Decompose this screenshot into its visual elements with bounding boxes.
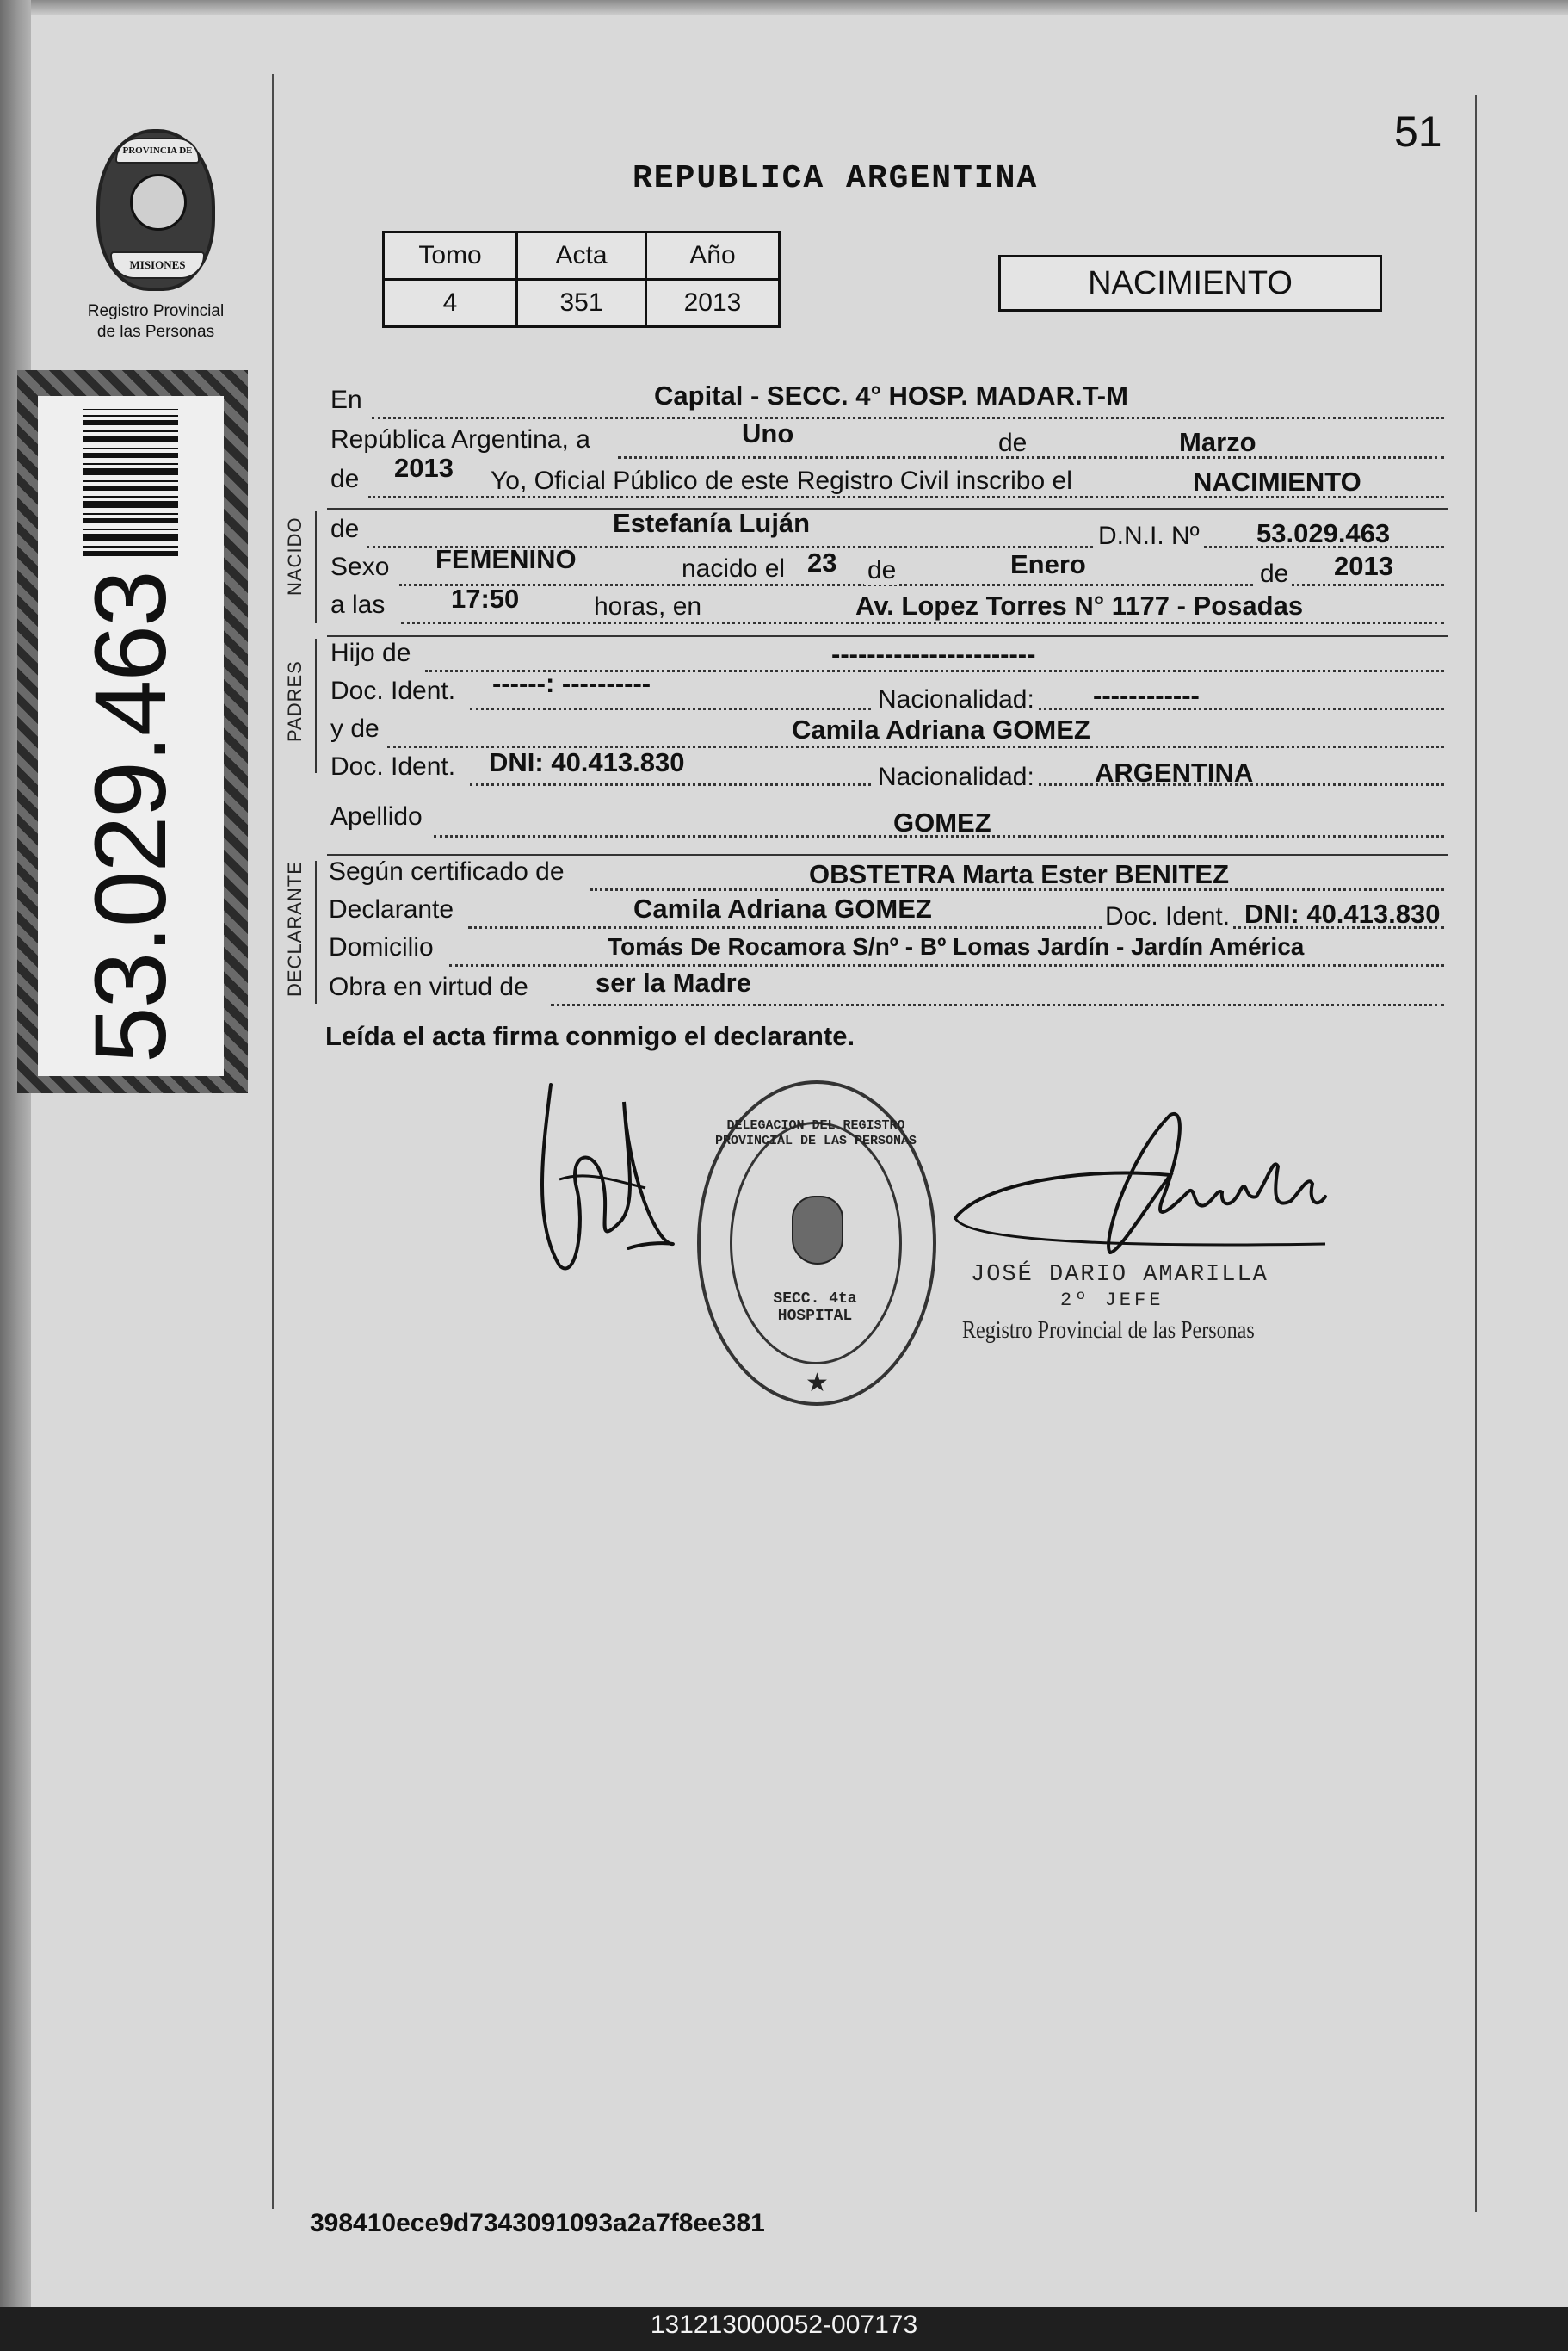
- padres-line-1: [327, 635, 1446, 671]
- intro-line-2: [327, 418, 1446, 460]
- value-anio: 2013: [646, 280, 780, 327]
- barcode-number: 53.029.463: [74, 572, 188, 1063]
- sexo-value: FEMENINO: [435, 544, 577, 574]
- year-prefix-label: de: [330, 465, 360, 493]
- mother-value: Camila Adriana GOMEZ: [792, 715, 1090, 745]
- stamp-outer-text: DELEGACION DEL REGISTRO PROVINCIAL DE LAS PERSONAS: [714, 1118, 917, 1148]
- section-label-declarante: DECLARANTE: [284, 861, 306, 997]
- document-heading: REPUBLICA ARGENTINA: [633, 160, 1039, 197]
- de-label-3: de: [1256, 560, 1292, 589]
- month-value: Marzo: [1179, 427, 1256, 457]
- mother-nationality-value: ARGENTINA: [1095, 758, 1254, 788]
- country-label: República Argentina, a: [330, 425, 590, 454]
- apellido-label: Apellido: [330, 802, 423, 831]
- horas-label: horas, en: [590, 592, 705, 622]
- doc-ident-label: Doc. Ident.: [1102, 902, 1233, 931]
- footer-id: 131213000052-007173: [650, 2311, 918, 2339]
- sun-icon: [130, 174, 187, 231]
- official-stamp: [697, 1080, 936, 1406]
- certificado-label: Según certificado de: [329, 857, 565, 886]
- domicilio-label: Domicilio: [329, 933, 434, 962]
- value-acta: 351: [517, 280, 646, 327]
- logo-caption-line1: Registro Provincial: [87, 302, 225, 320]
- nacido-line-3: [327, 584, 1446, 625]
- de-label: de: [998, 429, 1028, 457]
- page-edge: [31, 0, 1568, 15]
- header-anio: Año: [646, 232, 780, 280]
- obra-value: ser la Madre: [596, 968, 751, 998]
- father-value: -----------------------: [831, 639, 1036, 669]
- day-words-value: Uno: [742, 418, 794, 449]
- section-divider: [327, 508, 1448, 510]
- birth-day-value: 23: [807, 548, 837, 578]
- father-doc-value: ------: ----------: [492, 668, 651, 698]
- year-value: 2013: [394, 453, 454, 483]
- padres-line-2: [327, 668, 1446, 714]
- dotted-line: [401, 622, 1444, 624]
- nacido-line-2: [327, 544, 1446, 588]
- child-name-value: Estefanía Luján: [613, 508, 811, 538]
- nacionalidad-label: Nacionalidad:: [874, 763, 1038, 792]
- section-label-padres: PADRES: [284, 660, 306, 742]
- logo-ribbon-top: PROVINCIA DE: [115, 138, 200, 164]
- alas-label: a las: [330, 591, 386, 619]
- officer-rank: 2º JEFE: [1060, 1290, 1164, 1311]
- record-table-values: [384, 280, 780, 327]
- dotted-line: [449, 964, 1444, 967]
- de-label-2: de: [864, 556, 899, 585]
- padres-line-3: [327, 711, 1446, 747]
- mother-doc-value: DNI: 40.413.830: [489, 747, 685, 777]
- value-tomo: 4: [384, 280, 517, 327]
- certificate-value: OBSTETRA Marta Ester BENITEZ: [809, 859, 1230, 889]
- statement-text: Yo, Oficial Público de este Registro Civil inscribo el: [491, 467, 1072, 495]
- intro-line-1: [327, 380, 1446, 420]
- declarante-line-4: [327, 969, 1446, 1005]
- section-bracket: [306, 639, 317, 773]
- section-label-nacido: NACIDO: [284, 517, 306, 596]
- declarant-name-value: Camila Adriana GOMEZ: [633, 894, 932, 924]
- declarante-line-2: [327, 894, 1446, 930]
- record-type-box: NACIMIENTO: [998, 255, 1382, 312]
- act-value: NACIMIENTO: [1193, 467, 1361, 497]
- logo-caption: [83, 301, 229, 343]
- nacido-el-label: nacido el: [678, 554, 788, 584]
- apellido-line: [327, 801, 1446, 837]
- book-binding: [0, 0, 31, 2307]
- barcode-card: [38, 396, 224, 1076]
- closing-statement: Leída el acta firma conmigo el declarante.: [325, 1021, 855, 1051]
- barcode-icon: [83, 409, 178, 556]
- barcode-rotated: [45, 409, 217, 1063]
- star-icon: ★: [806, 1369, 829, 1397]
- coat-of-arms-icon: [96, 129, 215, 291]
- birth-address-value: Av. Lopez Torres N° 1177 - Posadas: [855, 591, 1304, 621]
- intro-line-3: [327, 453, 1446, 499]
- barcode-sticker: [17, 370, 248, 1093]
- document-hash: 398410ece9d7343091093a2a7f8ee381: [310, 2209, 765, 2237]
- header-acta: Acta: [517, 232, 646, 280]
- registry-logo: [83, 129, 229, 343]
- y-de-label: y de: [330, 715, 380, 743]
- padres-line-4: [327, 747, 1446, 791]
- page-number: 51: [1394, 108, 1442, 156]
- declarante-label: Declarante: [329, 895, 454, 924]
- argentina-shield-icon: [792, 1196, 843, 1265]
- declarante-line-1: [327, 856, 1446, 892]
- birth-year-value: 2013: [1334, 551, 1393, 581]
- dotted-line: [551, 1004, 1444, 1006]
- place-value: Capital - SECC. 4° HOSP. MADAR.T-M: [654, 380, 1128, 411]
- header-tomo: Tomo: [384, 232, 517, 280]
- right-margin-line: [1475, 95, 1477, 2212]
- officer-name: JOSÉ DARIO AMARILLA: [971, 1262, 1269, 1288]
- logo-ribbon-bottom: MISIONES: [110, 251, 205, 279]
- nacionalidad-label: Nacionalidad:: [874, 685, 1038, 715]
- dotted-line: [618, 456, 1444, 459]
- de-label: de: [330, 515, 360, 543]
- record-table: [382, 231, 781, 328]
- sexo-label: Sexo: [330, 553, 390, 581]
- section-bracket: [306, 861, 317, 1004]
- left-margin-line: [272, 74, 274, 2209]
- en-label: En: [330, 386, 362, 414]
- officer-signature-icon: [947, 1106, 1343, 1278]
- logo-caption-line2: de las Personas: [96, 323, 215, 341]
- dotted-line: [372, 417, 1444, 419]
- apellido-value: GOMEZ: [893, 807, 991, 838]
- doc-ident-label: Doc. Ident.: [330, 677, 456, 705]
- hijo-de-label: Hijo de: [330, 639, 411, 667]
- officer-office: Registro Provincial de las Personas: [962, 1317, 1255, 1344]
- birth-time-value: 17:50: [451, 584, 520, 614]
- declarant-address-value: Tomás De Rocamora S/nº - Bº Lomas Jardín - Jardín América: [608, 933, 1305, 960]
- doc-ident-label: Doc. Ident.: [330, 752, 456, 781]
- father-nationality-value: ------------: [1093, 680, 1200, 710]
- dni-label: D.N.I. Nº: [1095, 522, 1203, 551]
- obra-label: Obra en virtud de: [329, 973, 528, 1001]
- section-bracket: [306, 511, 317, 623]
- declarant-signature-icon: [525, 1050, 697, 1283]
- declarante-line-3: [327, 931, 1446, 968]
- declarant-doc-value: DNI: 40.413.830: [1244, 899, 1441, 929]
- birth-month-value: Enero: [1010, 549, 1086, 579]
- stamp-inner-text: SECC. 4ta HOSPITAL: [773, 1290, 857, 1325]
- child-dni-value: 53.029.463: [1256, 518, 1391, 548]
- record-table-header: [384, 232, 780, 280]
